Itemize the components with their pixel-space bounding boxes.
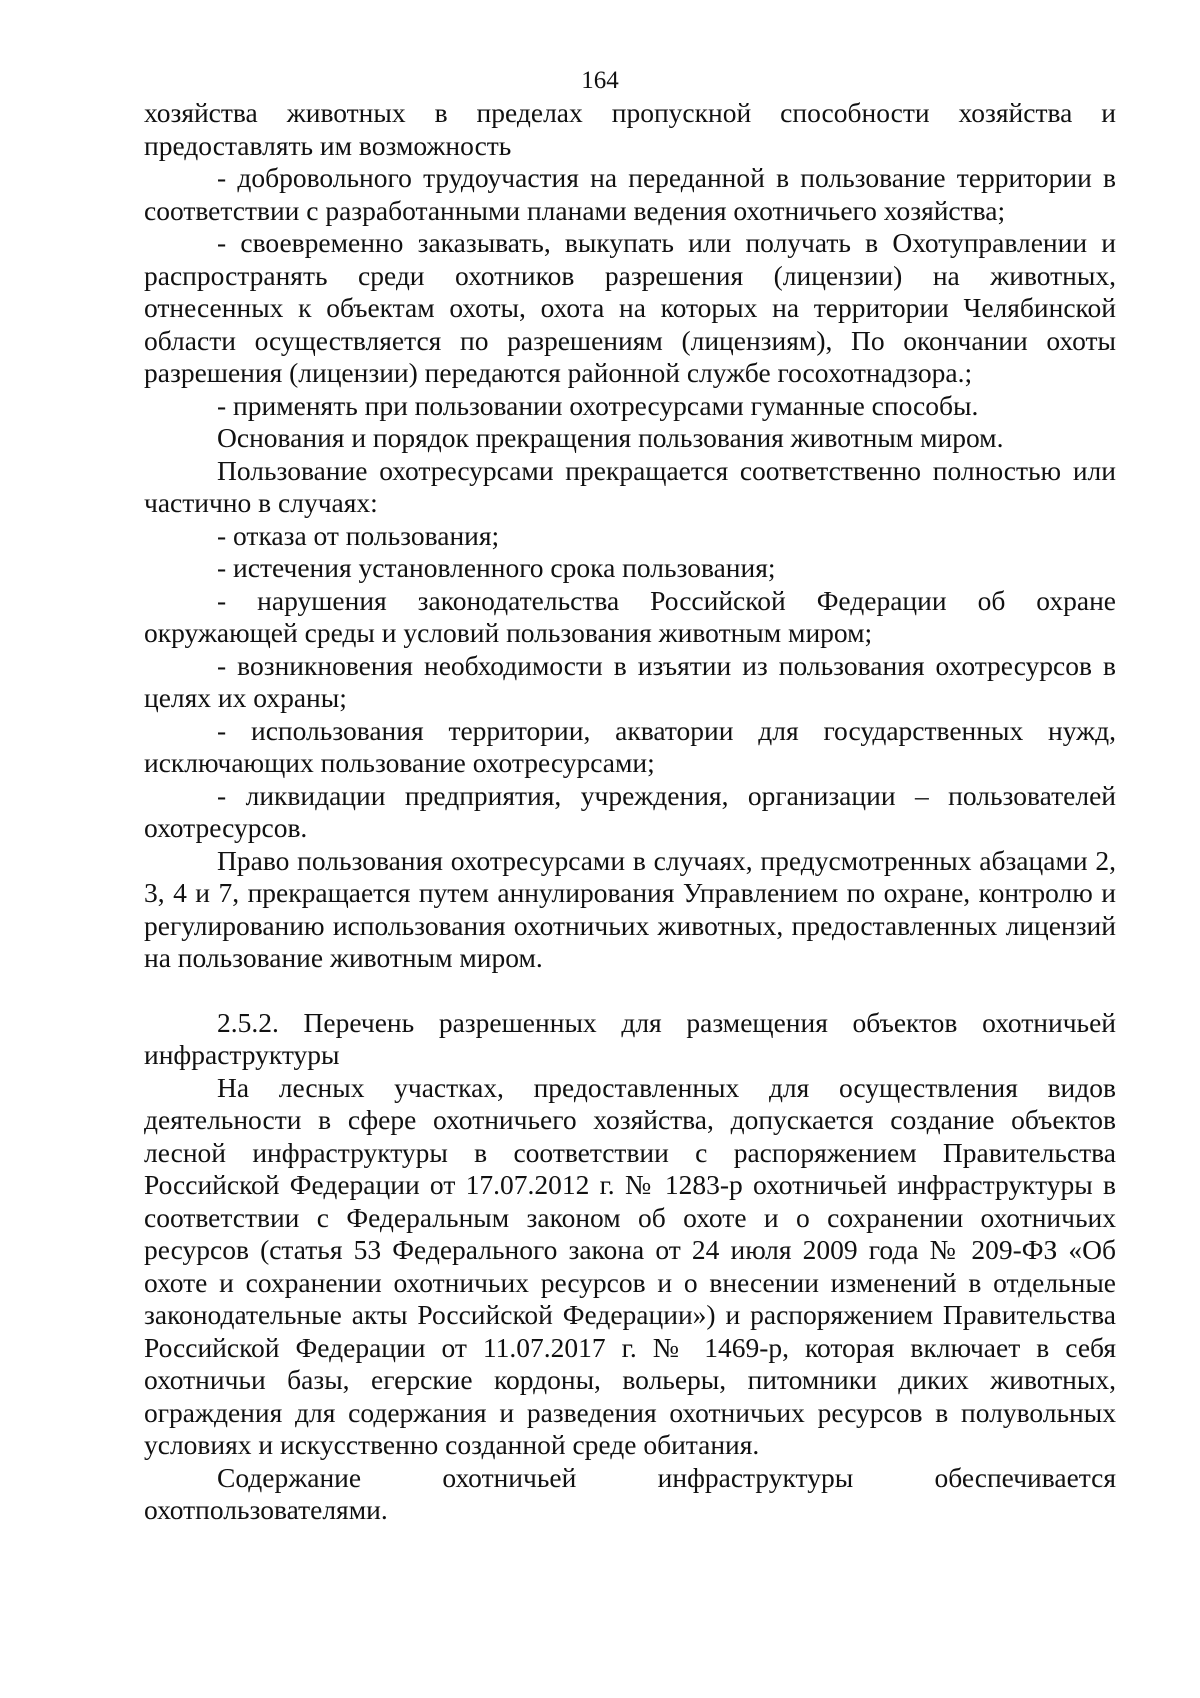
paragraph: Право пользования охотресурсами в случаях, предусмотренных абзацами 2, 3, 4 и 7, прекращается путем аннулирования Управлением по охране, контролю и регулированию использования охотничьих животных, предоставленных лицензий на пользование животным миром. (144, 844, 1116, 973)
section-heading: 2.5.2. Перечень разрешенных для размещения объектов охотничьей инфраструктуры (144, 1006, 1116, 1070)
document-body (144, 97, 1116, 1527)
list-item: - нарушения законодательства Российской Федерации об охране окружающей среды и условий пользования животным миром; (144, 584, 1116, 648)
paragraph: - своевременно заказывать, выкупать или получать в Охотуправлении и распространять среди охотников разрешения (лицензии) на животных, отнесенных к объектам охоты, охота на которых на территории Челябинской области осуществляется по разрешениям (лицензиям), По окончании охоты разрешения (лицензии) передаются районной службе госохотнадзора.; (144, 227, 1116, 388)
paragraph: - добровольного трудоучастия на переданной в пользование территории в соответствии с разработанными планами ведения охотничьего хозяйства; (144, 162, 1116, 226)
page-number: 164 (581, 67, 619, 94)
list-item: - истечения установленного срока пользования; (217, 552, 776, 583)
list-item: - ликвидации предприятия, учреждения, организации – пользователей охотресурсов. (144, 779, 1116, 843)
section-heading: Основания и порядок прекращения пользования животным миром. (217, 422, 1004, 453)
paragraph: - применять при пользовании охотресурсами гуманные способы. (217, 389, 979, 421)
paragraph: Содержание охотничьей инфраструктуры обеспечивается охотпользователями. (144, 1461, 1116, 1525)
paragraph: На лесных участках, предоставленных для осуществления видов деятельности в сфере охотничьего хозяйства, допускается создание объектов лесной инфраструктуры в соответствии с распоряжением Правительства Российской Федерации от 17.07.2012 г. № 1283-р охотничьей инфраструктуры в соответствии с Федеральным законом об охоте и о сохранении охотничьих ресурсов (статья 53 Федерального закона от 24 июля 2009 года № 209-ФЗ «Об охоте и сохранении охотничьих ресурсов и о внесении изменений в отдельные законодательные акты Российской Федерации») и распоряжением Правительства Российской Федерации от 11.07.2017 г. № 1469-р, которая включает в себя охотничьи базы, егерские кордоны, вольеры, питомники диких животных, ограждения для содержания и разведения охотничьих ресурсов в полувольных условиях и искусственно созданной среде обитания. (144, 1071, 1116, 1460)
paragraph: хозяйства животных в пределах пропускной способности хозяйства и предоставлять им возможность (144, 97, 1116, 161)
paragraph: Пользование охотресурсами прекращается соответственно полностью или частично в случаях: (144, 454, 1116, 518)
list-item: - использования территории, акватории для государственных нужд, исключающих пользование охотресурсами; (144, 714, 1116, 778)
list-item: - возникновения необходимости в изъятии из пользования охотресурсов в целях их охраны; (144, 649, 1116, 713)
list-item: - отказа от пользования; (217, 519, 500, 551)
